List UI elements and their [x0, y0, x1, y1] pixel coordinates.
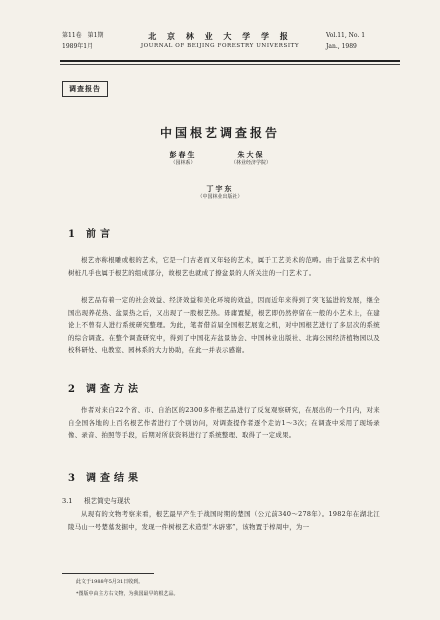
header-rule-thin	[60, 64, 400, 65]
paragraph: 作者对来自22个省、市、自治区的2300多件根艺品进行了反复观察研究，在展出的一个月内，对来自全国各地的上百名根艺作者进行了个别访问，对调查提作者逐个走访1～3次；在调查中采用了现场录像、录音、拍照等手段，后期对所获资料进行了系统整理、取得了一定成果。	[68, 406, 380, 439]
issue-line: 第11卷 第1期	[62, 32, 104, 39]
section-title: 调查方法	[86, 384, 142, 395]
paragraph: 从现有的文物考察来看，根艺最早产生于战国时期的楚国（公元前340～278年）。1982年在湖北江陵马山一号楚墓发掘中，发现一件树根艺术造型“木辟邪”，该物置于椁周中，为一	[68, 510, 380, 531]
author-name: 丁宇东	[206, 184, 234, 193]
footnote-rule	[62, 573, 154, 574]
section-heading-2	[68, 380, 142, 395]
header-rule-thick	[60, 60, 400, 62]
footnote: 此文于1988年5月31日收到。	[76, 579, 144, 585]
date-line: 1989年1月	[62, 43, 94, 50]
section-title: 调查结果	[86, 473, 142, 484]
author-affiliation: （园林系）	[170, 160, 196, 166]
journal-name	[130, 30, 310, 50]
section-heading-3	[68, 469, 142, 484]
volume-info	[326, 30, 365, 52]
section-number: 3	[68, 473, 79, 484]
author-name: 朱大保	[237, 150, 265, 159]
section-number: 2	[68, 384, 79, 395]
issue-info	[62, 30, 103, 52]
month-line: Jan., 1989	[326, 43, 357, 50]
journal-name-en: JOURNAL OF BEIJING FORESTRY UNIVERSITY	[140, 43, 300, 49]
article-title: 中国根艺调查报告	[159, 126, 280, 140]
section-number: 1	[68, 229, 79, 240]
author-name: 彭春生	[169, 150, 197, 159]
author-1	[148, 149, 218, 167]
section-title: 前言	[86, 229, 114, 240]
subsection-title: 根艺简史与现状	[84, 497, 131, 505]
section-heading-1	[68, 225, 114, 240]
article-type-tag: 调查报告	[62, 81, 108, 97]
paragraph: 根艺亦称根雕或根的艺术，它是一门古老而又年轻的艺术，属于工艺美术的范畴。由于盆景艺术中的树桩几乎也属于根艺的组成部分，故根艺也就成了撩盆景的人所关注的一门艺术了。	[68, 256, 380, 277]
paragraph: 根艺品有着一定的社会效益、经济效益和美化环境的效益，因而近年来得到了突飞猛进的发展，继全国出现养花热、盆景热之后，又出现了一股根艺热。毋庸置疑，根艺即仍然停留在一般的小艺术上，在建论上不曾有人进行系统研究整理。为此，笔者借首届全国根艺展览之机，对中国根艺进行了多层次的系统的综合调查。在整个调查研究中，得到了中国花卉盆景协会、中国林业出版社、北海公园经济植物园以及校科研处、电教室、园林系的大力协助，在此一并表示感谢。	[68, 296, 380, 354]
journal-name-cn: 北 京 林 业 大 学 学 报	[148, 31, 292, 41]
author-3	[185, 183, 255, 201]
author-affiliation: （中国林业出版社）	[197, 194, 243, 200]
author-2	[216, 149, 286, 167]
author-affiliation: （林业经济学院）	[230, 160, 271, 166]
footnote: *图版中由主方右文物，为我国最早的根艺品。	[76, 591, 179, 597]
subsection-heading	[62, 495, 130, 505]
subsection-number: 3.1	[62, 497, 73, 505]
volume-line: Vol.11, No. 1	[326, 32, 366, 39]
